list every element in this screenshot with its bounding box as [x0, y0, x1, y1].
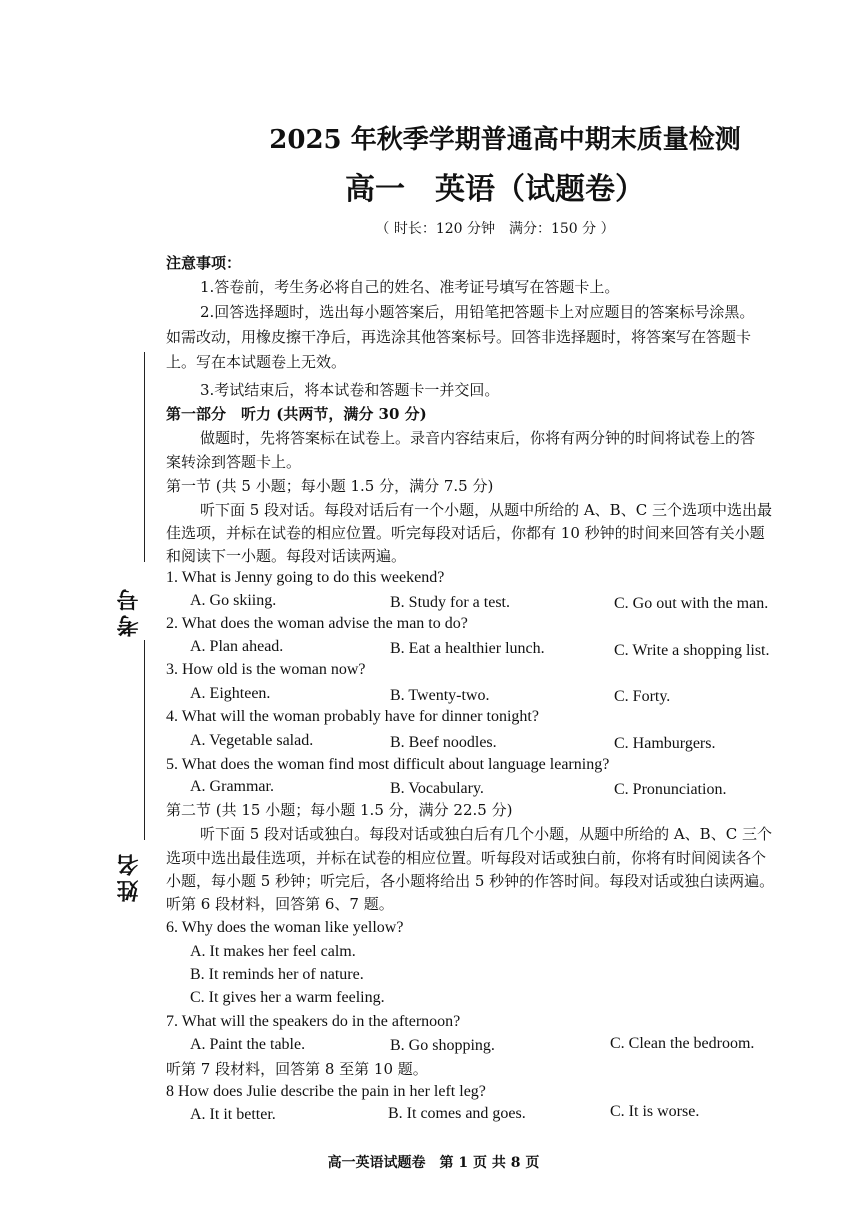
- binding-line-top: [144, 352, 145, 562]
- part-1-intro-line-1: 做题时，先将答案标在试卷上。录音内容结束后，你将有两分钟的时间将试卷上的答: [200, 429, 756, 447]
- note-3: 3.考试结束后，将本试卷和答题卡一并交回。: [200, 381, 500, 399]
- question-4-option-c: C. Hamburgers.: [614, 735, 716, 752]
- notes-heading: 注意事项：: [166, 254, 242, 272]
- question-5-option-c: C. Pronunciation.: [614, 781, 727, 798]
- question-3-stem: 3. How old is the woman now?: [166, 661, 366, 678]
- question-2-option-b: B. Eat a healthier lunch.: [390, 640, 545, 657]
- section-1-intro-line-2: 佳选项，并标在试卷的相应位置。听完每段对话后，你都有 10 秒钟的时间来回答有关小题: [166, 524, 765, 542]
- exam-subject-title: 高一 英语（试题卷）: [345, 172, 645, 207]
- exam-meta: （ 时长：120 分钟 满分：150 分 ）: [375, 221, 615, 237]
- material-7-instruction: 听第 7 段材料，回答第 8 至第 10 题。: [166, 1060, 428, 1078]
- exam-title: 2025 年秋季学期普通高中期末质量检测: [269, 125, 741, 155]
- section-2-heading: 第二节 (共 15 小题；每小题 1.5 分，满分 22.5 分): [166, 801, 513, 819]
- note-2-line-2: 如需改动，用橡皮擦干净后，再选涂其他答案标号。回答非选择题时，将答案写在答题卡: [166, 328, 752, 346]
- question-2-stem: 2. What does the woman advise the man to do?: [166, 615, 468, 632]
- question-5-option-a: A. Grammar.: [190, 778, 274, 795]
- question-3-option-a: A. Eighteen.: [190, 685, 271, 702]
- question-6-stem: 6. Why does the woman like yellow?: [166, 919, 404, 936]
- material-6-instruction: 听第 6 段材料，回答第 6、7 题。: [166, 895, 394, 913]
- question-7-stem: 7. What will the speakers do in the afternoon?: [166, 1013, 461, 1030]
- question-7-option-a: A. Paint the table.: [190, 1036, 306, 1053]
- question-7-option-b: B. Go shopping.: [390, 1037, 495, 1054]
- section-2-intro-line-2: 选项中选出最佳选项，并标在试卷的相应位置。听每段对话或独白前，你将有时间阅读各个: [166, 849, 767, 867]
- note-1: 1.答卷前，考生务必将自己的姓名、准考证号填写在答题卡上。: [200, 278, 620, 296]
- name-label: 姓名: [117, 850, 142, 902]
- note-2-line-3: 上。写在本试题卷上无效。: [166, 353, 347, 371]
- exam-number-label: 考号: [117, 585, 142, 637]
- binding-line-exam-number: [144, 640, 145, 840]
- question-7-option-c: C. Clean the bedroom.: [610, 1035, 755, 1052]
- section-1-intro-line-1: 听下面 5 段对话。每段对话后有一个小题，从题中所给的 A、B、C 三个选项中选出最: [200, 501, 772, 519]
- question-5-option-b: B. Vocabulary.: [390, 780, 484, 797]
- question-2-option-a: A. Plan ahead.: [190, 638, 284, 655]
- question-3-option-c: C. Forty.: [614, 688, 671, 705]
- question-3-option-b: B. Twenty-two.: [390, 687, 490, 704]
- question-1-option-b: B. Study for a test.: [390, 594, 510, 611]
- question-1-stem: 1. What is Jenny going to do this weekend?: [166, 569, 445, 586]
- question-4-option-a: A. Vegetable salad.: [190, 732, 314, 749]
- question-8-option-a: A. It it better.: [190, 1106, 276, 1123]
- question-5-stem: 5. What does the woman find most difficult about language learning?: [166, 756, 610, 773]
- question-1-option-c: C. Go out with the man.: [614, 595, 769, 612]
- question-8-option-b: B. It comes and goes.: [388, 1105, 526, 1122]
- question-1-option-a: A. Go skiing.: [190, 592, 277, 609]
- section-1-heading: 第一节 (共 5 小题；每小题 1.5 分，满分 7.5 分): [166, 477, 494, 495]
- question-4-stem: 4. What will the woman probably have for dinner tonight?: [166, 708, 539, 725]
- section-2-intro-line-1: 听下面 5 段对话或独白。每段对话或独白后有几个小题，从题中所给的 A、B、C 三个: [200, 825, 772, 843]
- question-2-option-c: C. Write a shopping list.: [614, 642, 770, 659]
- section-2-intro-line-3: 小题，每小题 5 秒钟；听完后，各小题将给出 5 秒钟的作答时间。每段对话或独白读两遍。: [166, 872, 775, 890]
- part-1-heading: 第一部分 听力 (共两节，满分 30 分): [166, 405, 427, 423]
- note-2-line-1: 2.回答选择题时，选出每小题答案后，用铅笔把答题卡上对应题目的答案标号涂黑。: [200, 303, 755, 321]
- question-6-option-a: A. It makes her feel calm.: [190, 943, 356, 960]
- section-1-intro-line-3: 和阅读下一小题。每段对话读两遍。: [166, 547, 407, 565]
- question-8-option-c: C. It is worse.: [610, 1103, 700, 1120]
- part-1-intro-line-2: 案转涂到答题卡上。: [166, 453, 302, 471]
- question-6-option-c: C. It gives her a warm feeling.: [190, 989, 385, 1006]
- question-8-stem: 8 How does Julie describe the pain in her left leg?: [166, 1083, 486, 1100]
- question-4-option-b: B. Beef noodles.: [390, 734, 497, 751]
- page-footer: 高一英语试题卷 第 1 页 共 8 页: [327, 1155, 540, 1171]
- question-6-option-b: B. It reminds her of nature.: [190, 966, 364, 983]
